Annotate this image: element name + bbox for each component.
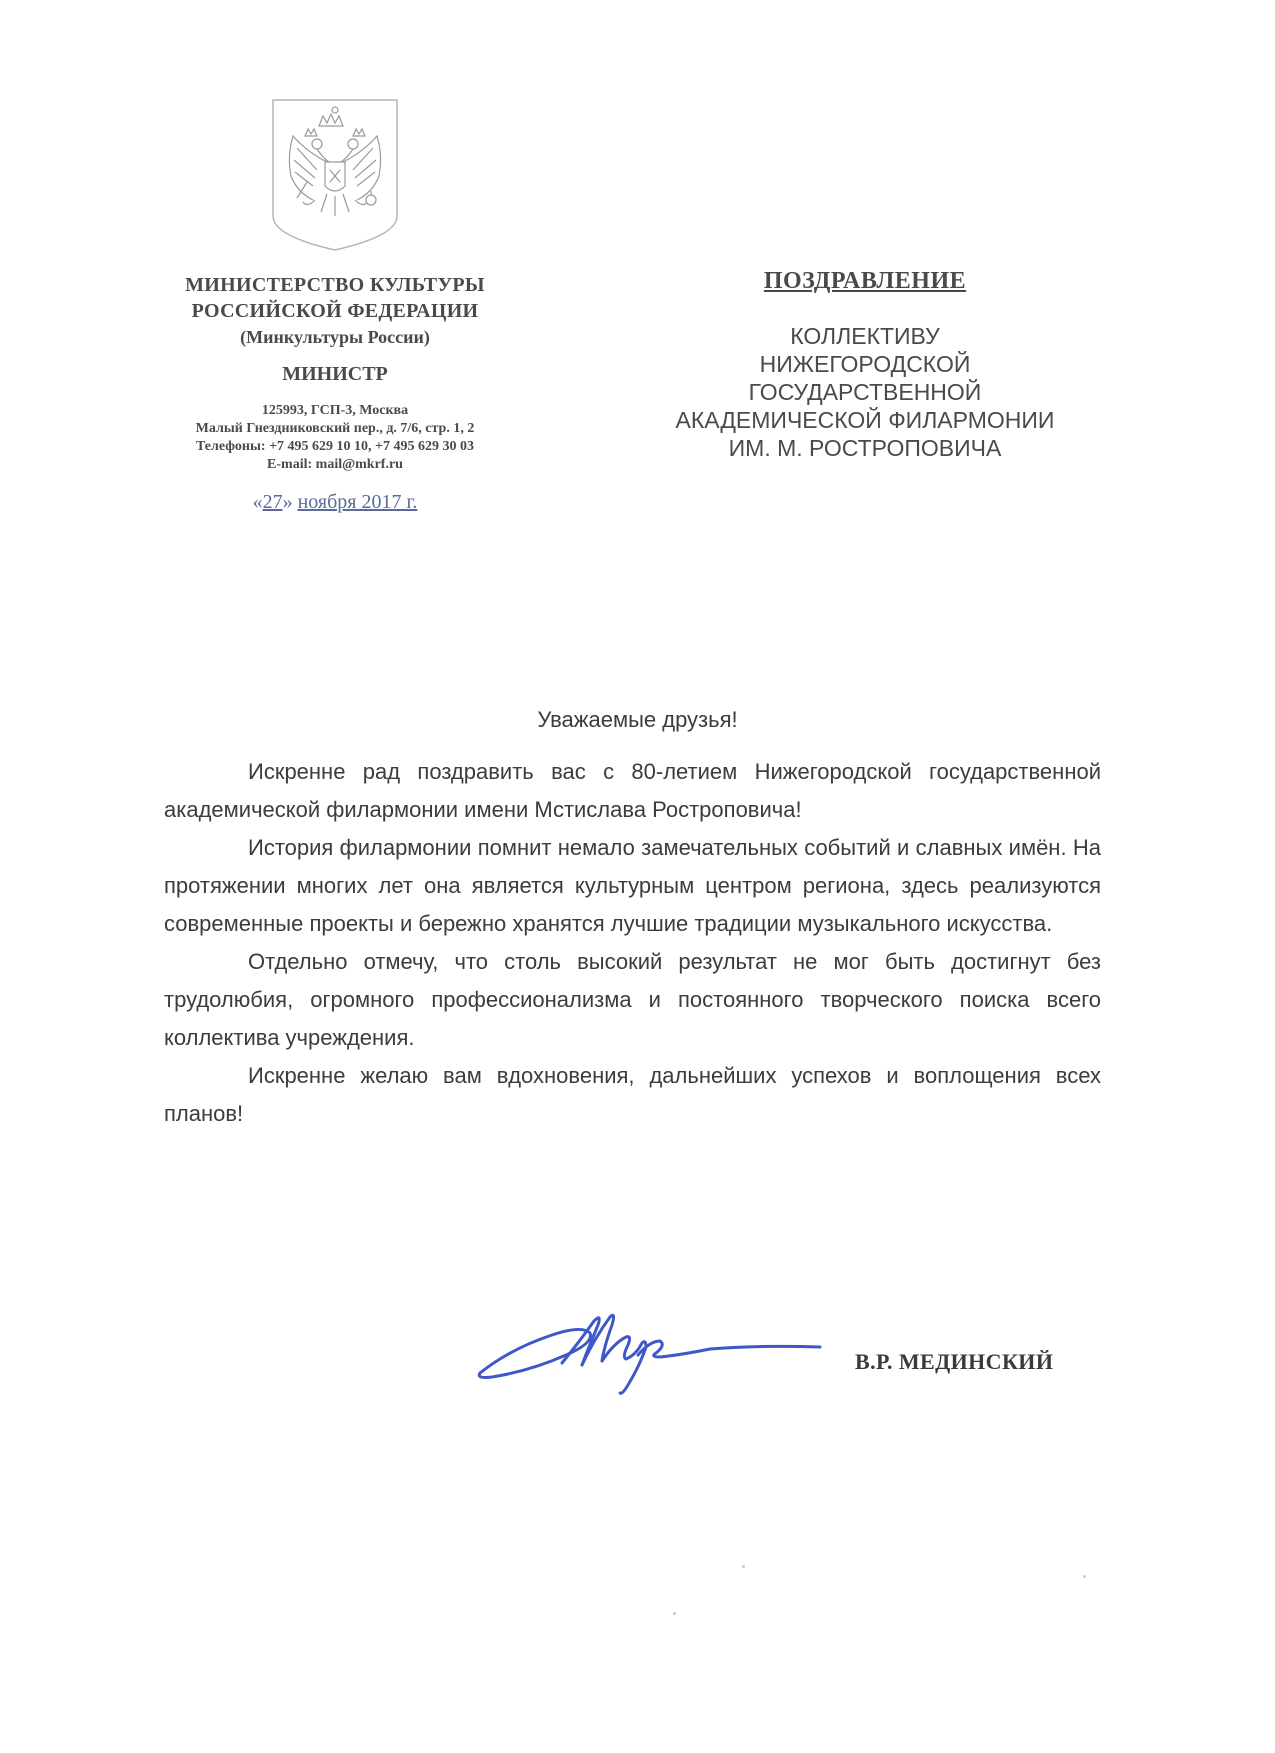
addressee-line: НИЖЕГОРОДСКОЙ: [759, 351, 971, 377]
letter-date: [140, 490, 530, 514]
date-day: 27: [262, 491, 283, 513]
body-paragraph: Искренне желаю вам вдохновения, дальнейших успехов и воплощения всех планов!: [164, 1063, 1101, 1126]
addressee-line: ИМ. М. РОСТРОПОВИЧА: [728, 435, 1002, 461]
addressee-block: [600, 266, 1130, 462]
coat-of-arms-icon: [267, 96, 403, 254]
signatory-name: В.Р. МЕДИНСКИЙ: [855, 1349, 1054, 1374]
date-open-quote: «: [252, 491, 263, 513]
addressee-line: КОЛЛЕКТИВУ: [790, 323, 940, 349]
sender-position: МИНИСТР: [282, 363, 388, 385]
date-close-quote: »: [282, 491, 293, 513]
date-month-year: ноября 2017 г.: [297, 491, 418, 513]
ministry-name-line: МИНИСТЕРСТВО КУЛЬТУРЫ: [185, 274, 485, 296]
document-type-title: ПОЗДРАВЛЕНИЕ: [763, 268, 967, 294]
scan-speck: [742, 1565, 745, 1568]
addressee-line: АКАДЕМИЧЕСКОЙ ФИЛАРМОНИИ: [675, 407, 1055, 433]
body-paragraph: История филармонии помнит немало замечательных событий и славных имён. На протяжении многих лет она является культурным центром региона, здесь реализуются современные проекты и бережно хранятся лучшие традиции музыкального искусства.: [164, 835, 1101, 936]
email-line: E-mail: mail@mkrf.ru: [267, 457, 403, 472]
ministry-short-name: (Минкультуры России): [240, 327, 430, 347]
address-line: Малый Гнездниковский пер., д. 7/6, стр. 1, 2: [195, 421, 475, 436]
body-paragraph: Искренне рад поздравить вас с 80-летием Нижегородской государственной академической филармонии имени Мстислава Ростроповича!: [164, 759, 1101, 822]
salutation: Уважаемые друзья!: [537, 707, 738, 732]
phone-line: Телефоны: +7 495 629 10 10, +7 495 629 30 03: [195, 439, 475, 454]
address-line: 125993, ГСП-3, Москва: [261, 403, 409, 418]
sender-block: [140, 272, 530, 514]
addressee-line: ГОСУДАРСТВЕННОЙ: [748, 379, 982, 405]
scan-speck: [673, 1612, 676, 1615]
letter-body: [164, 753, 1101, 1133]
body-paragraph: Отдельно отмечу, что столь высокий результат не мог быть достигнут без трудолюбия, огромного профессионализма и постоянного творческого поиска всего коллектива учреждения.: [164, 949, 1101, 1050]
scan-speck: [1083, 1575, 1086, 1578]
handwritten-signature: [470, 1303, 826, 1399]
ministry-name-line: РОССИЙСКОЙ ФЕДЕРАЦИИ: [191, 300, 479, 322]
